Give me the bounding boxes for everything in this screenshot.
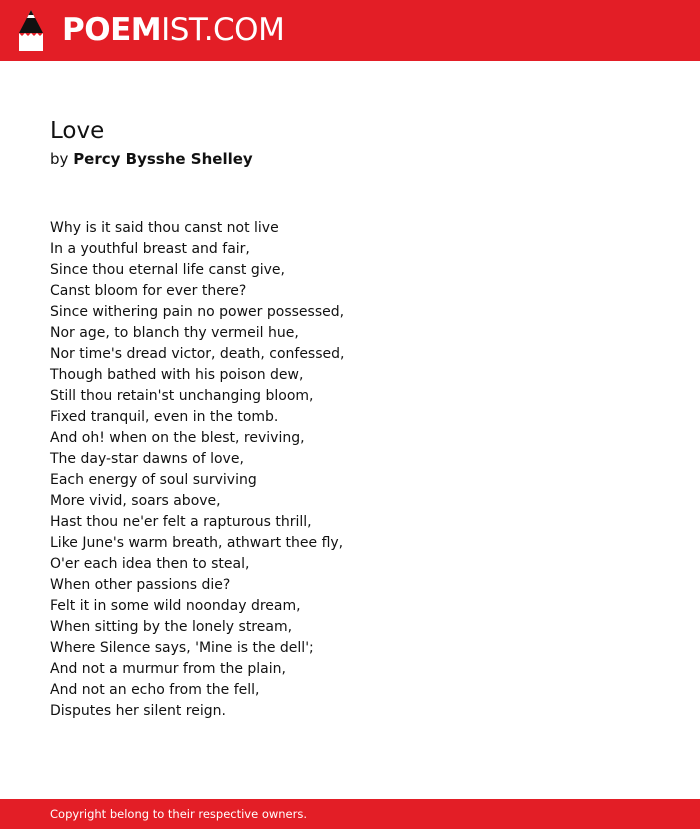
poem-line: And oh! when on the blest, reviving, — [50, 430, 305, 446]
poem-title: Love — [50, 118, 105, 144]
poem-line: More vivid, soars above, — [50, 493, 221, 509]
poem-line: Though bathed with his poison dew, — [50, 367, 304, 383]
header-bar — [0, 0, 700, 61]
poem-line: Felt it in some wild noonday dream, — [50, 598, 301, 614]
poem-line: Each energy of soul surviving — [50, 472, 257, 488]
poem-line: When sitting by the lonely stream, — [50, 619, 293, 635]
byline — [50, 148, 253, 170]
poem-line: Disputes her silent reign. — [50, 703, 226, 719]
footer-bar — [0, 799, 700, 829]
poem-line: Like June's warm breath, athwart thee fly, — [50, 535, 344, 551]
brand-bold-text: POEM — [62, 12, 162, 48]
poem-line: Since withering pain no power possessed, — [50, 304, 345, 320]
poem-line: Nor time's dread victor, death, confessed, — [50, 346, 345, 362]
poem-line: Canst bloom for ever there? — [50, 283, 247, 299]
pencil-tip-icon — [18, 9, 44, 52]
poem-line: Nor age, to blanch thy vermeil hue, — [50, 325, 299, 341]
poem-line: The day-star dawns of love, — [50, 451, 244, 467]
poem-line: And not a murmur from the plain, — [50, 661, 286, 677]
poem-line: When other passions die? — [50, 577, 231, 593]
poem-line: Where Silence says, 'Mine is the dell'; — [50, 640, 314, 656]
author-name: Percy Bysshe Shelley — [73, 150, 253, 168]
poem-line: Still thou retain'st unchanging bloom, — [50, 388, 314, 404]
poem-line: In a youthful breast and fair, — [50, 241, 250, 257]
poem-line: Since thou eternal life canst give, — [50, 262, 285, 278]
poem-line: Hast thou ne'er felt a rapturous thrill, — [50, 514, 312, 530]
site-logo-link[interactable] — [62, 12, 284, 48]
poem-line: O'er each idea then to steal, — [50, 556, 250, 572]
copyright-text: Copyright belong to their respective owners. — [50, 807, 308, 821]
poem-body — [50, 218, 344, 722]
poem-line: Why is it said thou canst not live — [50, 220, 279, 236]
poem-line: And not an echo from the fell, — [50, 682, 260, 698]
by-label: by — [50, 150, 69, 168]
brand-light-text: IST.COM — [161, 12, 285, 48]
poem-line: Fixed tranquil, even in the tomb. — [50, 409, 279, 425]
